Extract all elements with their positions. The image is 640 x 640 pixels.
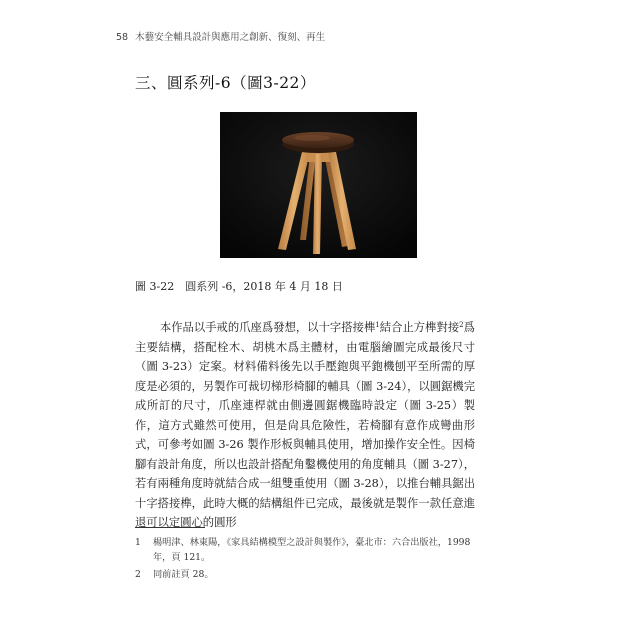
stool-illustration <box>220 112 417 258</box>
paragraph-text: 爲主要結構，搭配栓木、胡桃木爲主體材，由電腦繪圖完成最後尺寸（圖 3-23）定案。材料備料後先以手壓鉋與平鉋機刨平至所需的厚度是必須的，另製作可裁切梯形椅腳的輔具（圖 3-24），以圓鋸機完成所訂的尺寸，爪座連桿就由側邊圓鋸機臨時設定（圖 3-25）製作，這方式雖然可使用，但是尙具危險性，若椅腳有意作成彎曲形式，可參考如圖 3-26 製作形板與輔具使用，增加操作安全性。因椅腳有設計角度，所以也設計搭配角鑿機使用的角度輔具（圖 3-27），若有兩種角度時就結合成一組雙重使用（圖 3-28），以推台輔具鋸出十字搭接榫，此時大概的結構組件已完成，最後就是製作一款任意進退可以定圓心的圓形 <box>135 321 475 529</box>
stool-photo <box>220 112 417 258</box>
section-title: 三、圓系列-6（圖3-22） <box>135 74 316 92</box>
footnote-number: 1 <box>135 537 141 548</box>
footnote-rule <box>135 527 205 528</box>
footnote-ref-1[interactable]: 1 <box>375 321 380 329</box>
body-paragraph <box>135 318 475 533</box>
footnote-ref-2[interactable]: 2 <box>459 321 464 329</box>
footnote-text-continued: 年，頁 121。 <box>153 551 211 563</box>
running-title: 木藝安全輔具設計與應用之創新、復刻、再生 <box>135 32 326 43</box>
page-number: 58 <box>116 32 129 43</box>
running-header <box>116 29 325 43</box>
footnote-2 <box>135 568 475 583</box>
paragraph-1 <box>135 318 475 533</box>
paragraph-text: 結合止方榫對接 <box>379 321 460 334</box>
figure-caption: 圖 3-22 圓系列 -6，2018 年 4 月 18 日 <box>135 280 343 293</box>
footnote-1 <box>135 536 475 565</box>
paragraph-text: 本作品以手戒的爪座爲發想，以十字搭接榫 <box>159 321 376 334</box>
footnote-text: 楊明津、林東陽，《家具結構模型之設計與製作》，臺北市：六合出版社，1998 <box>153 537 471 548</box>
footnote-text: 同前註頁 28。 <box>153 569 214 580</box>
footnote-number: 2 <box>135 569 141 580</box>
stool-seat-highlight <box>294 135 330 141</box>
